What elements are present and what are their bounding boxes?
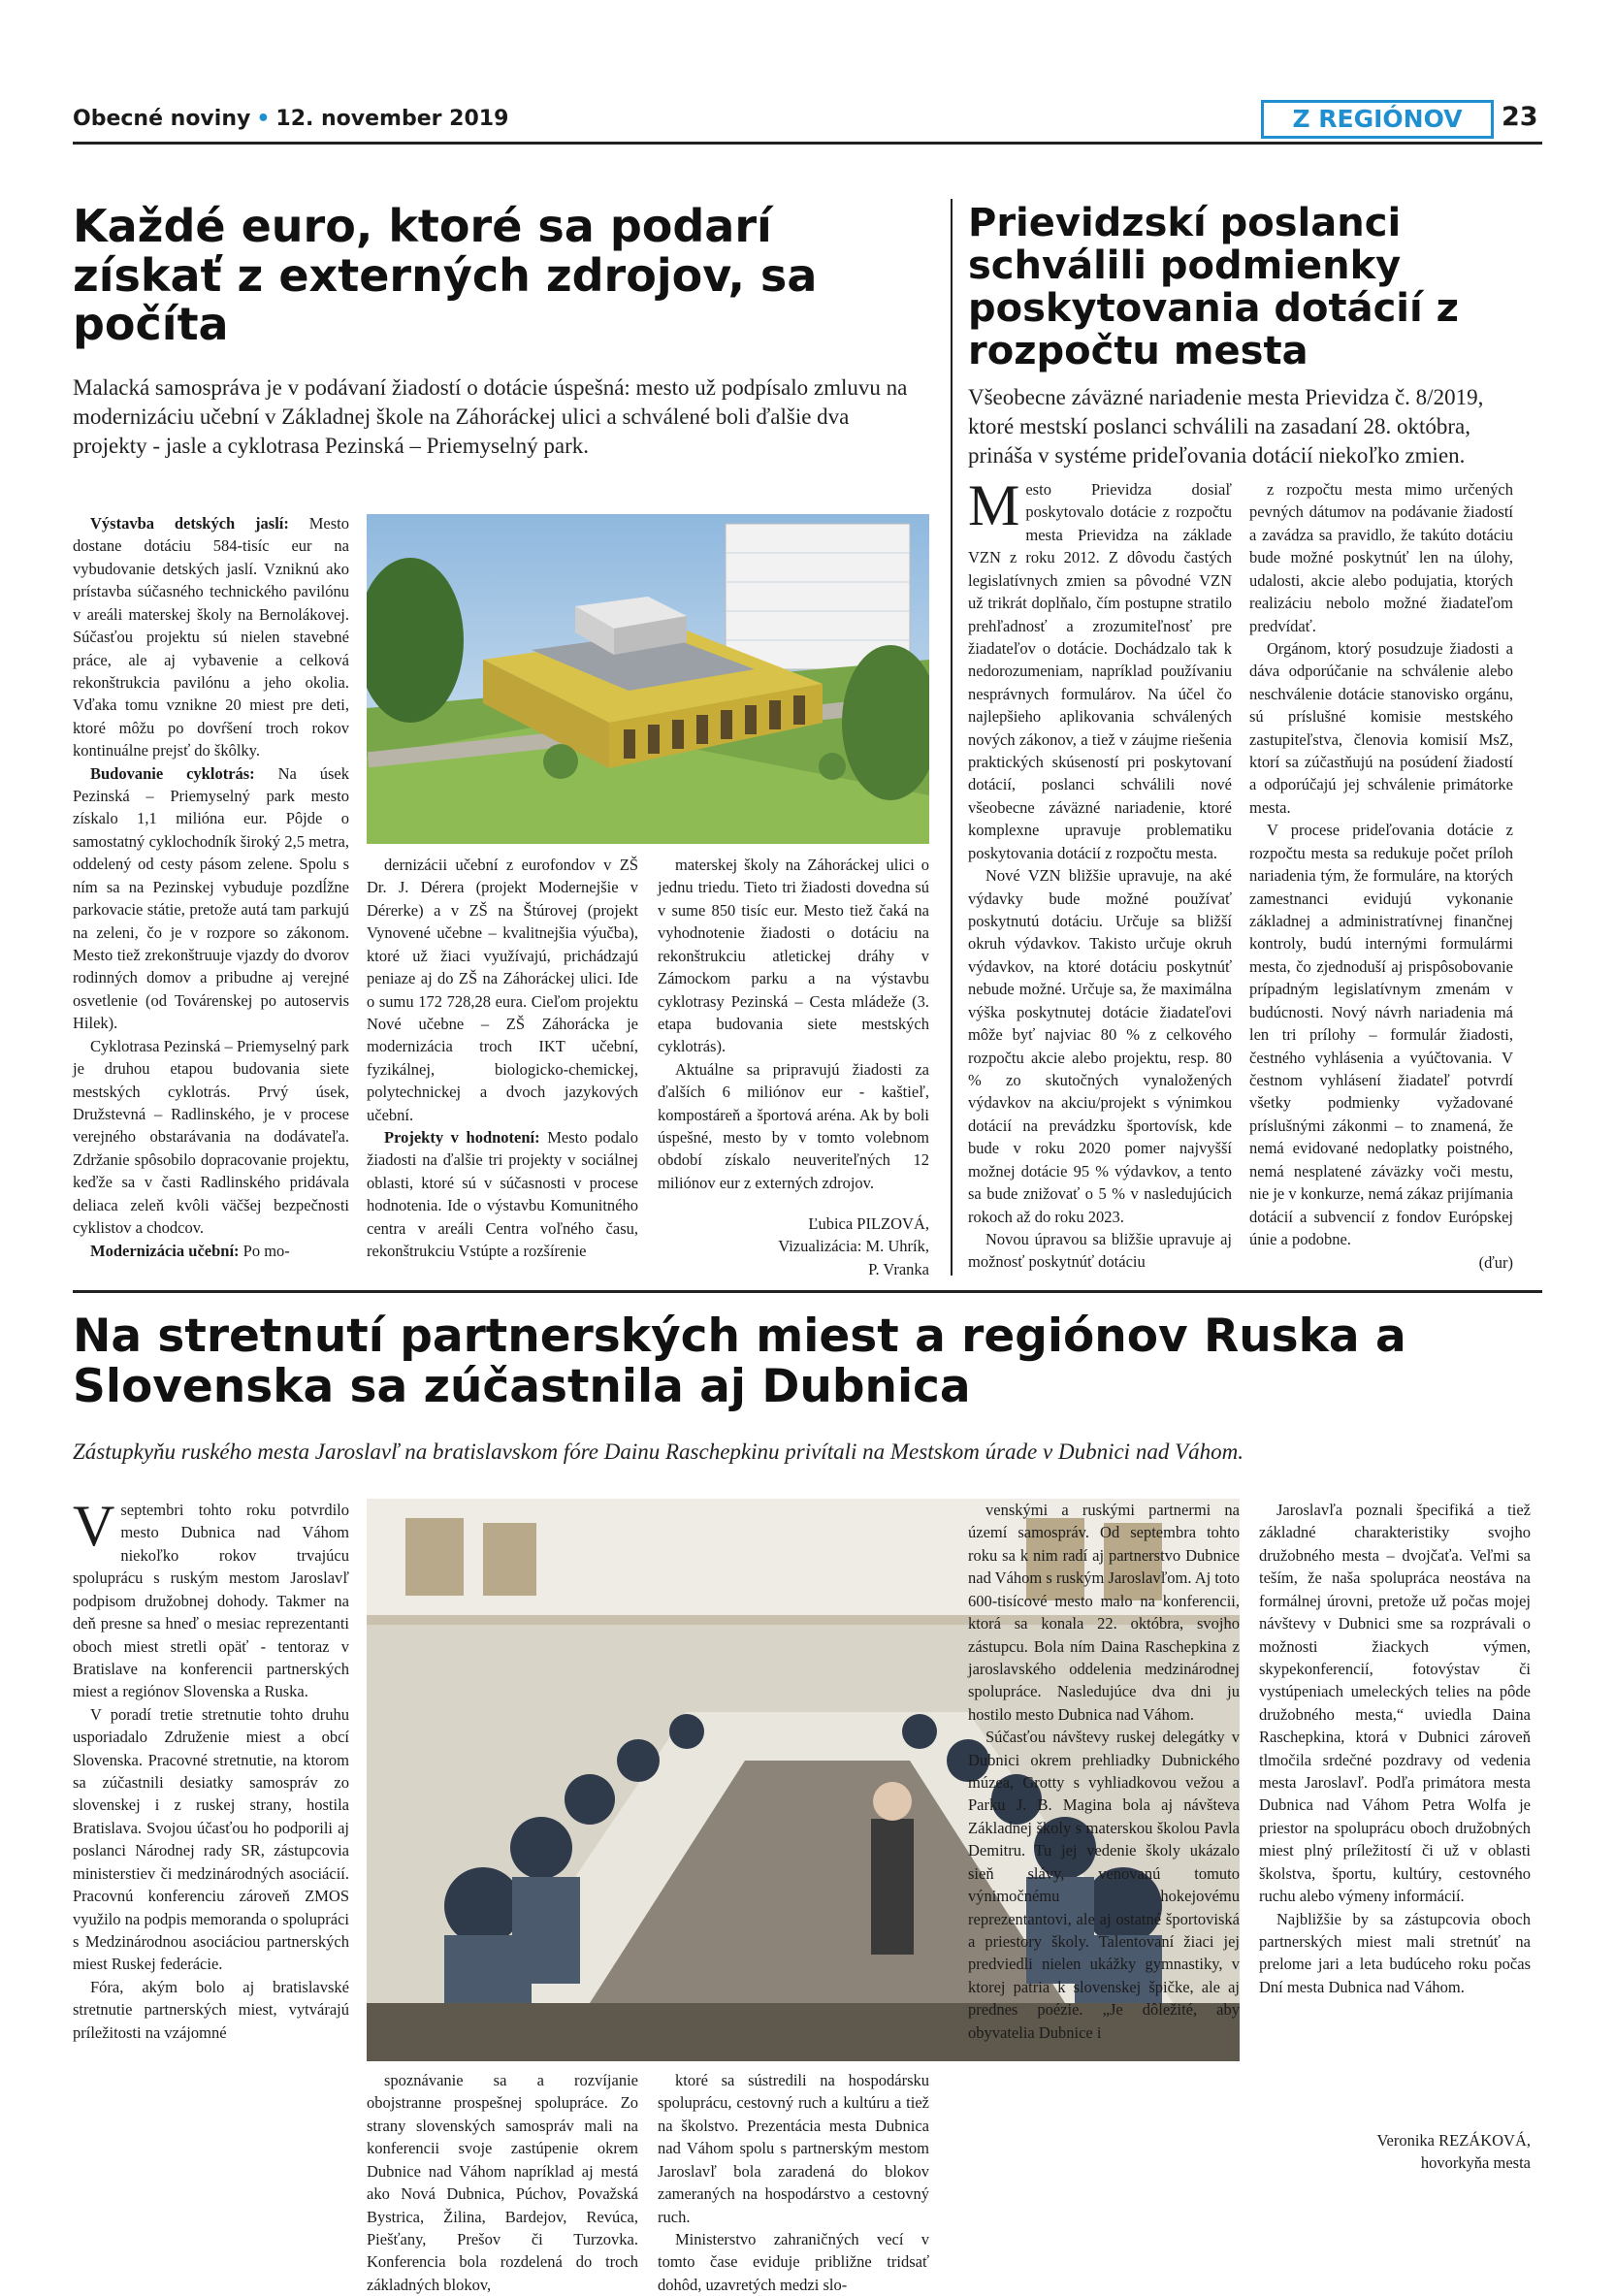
article3-title: Na stretnutí partnerských miest a regiónov Ruska a Slovenska sa zúčastnila aj Dubnica bbox=[73, 1310, 1406, 1413]
article2-signature bbox=[1249, 1251, 1513, 1274]
paragraph-text: Cyklotrasa Pezinská – Priemyselný park je druhou etapou budovania siete mestských cyklotrás. Prvý úsek, Družstevná – Radlinského, je v procese verejného obstarávania na dodávateľa. Zdržanie spôsobilo dopracovanie projektu, keďže sa v časti Radlinského pridávala deliaca zeleň kvôli väčšej bezpečnosti cyklistov a chodcov. bbox=[73, 1036, 349, 1238]
separator-dot: • bbox=[256, 107, 271, 131]
article2-lead: Všeobecne záväzné nariadenie mesta Prievidza č. 8/2019, ktoré mestskí poslanci schválili na zasadaní 28. októbra, prináša v systéme prideľovania dotácií niekoľko zmien. bbox=[968, 385, 1484, 468]
paragraph-text: Najbližšie by sa zástupcovia oboch partnerských miest mali stretnúť na prelome jari a leta budúceho roku počas Dní mesta Dubnica nad Váhom. bbox=[1259, 1909, 1531, 1996]
article1-signature-line-3: P. Vranka bbox=[868, 1259, 929, 1278]
run-in-heading: Projekty v hodnotení: bbox=[384, 1128, 540, 1148]
article1-column-1 bbox=[73, 512, 349, 1262]
paragraph-text: Jaroslavľa poznali špecifiká a tiež základné charakteristiky svojho družobného mesta – dvojčaťa. Veľmi sa teším, že naša spolupráca neostáva na formálnej úrovni, pretože už počas mojej návštevy v Dubnici sme sa rozprávali o možnosti žiackych výmen, skypekonferencií, fotovýstav či vystúpeniach umeleckých telies na pôde družobného mesta,“ uviedla Daina Raschepkina, ktorá v Dubnici zároveň tlmočila srdečné pozdravy od vedenia mesta Jaroslavľ. Podľa primátora mesta Dubnica nad Váhom Petra Wolfa je priestor na spoluprácu oboch družobných miest plný príležitostí či už v oblasti školstva, športu, kultúry, cestovného ruchu alebo výmeny informácií. bbox=[1259, 1501, 1531, 1906]
article3-signature-line-1: Veronika REZÁKOVÁ, bbox=[1376, 2131, 1531, 2150]
paragraph bbox=[658, 854, 929, 1058]
paragraph-text: esto Prievidza dosiaľ poskytovalo dotácie z rozpočtu mesta Prievidza na základe VZN z roku 2012. Z dôvodu častých legislatívnych zmien sa pôvodné VZN už trikrát doplňalo, čím postupne stratilo prehľadnosť a zrozumiteľnosť pre žiadateľov o dotácie. Dochádzalo tak k nedorozumeniam, napríklad používaniu nesprávnych formulárov. Na účel čo najlepšieho aplikovania schválených nových zákonov, a tiež v záujme riešenia praktických skúseností pri poskytovaní dotácií, poslanci schválili nové všeobecne záväzné nariadenie, ktoré komplexne upravuje problematiku poskytovania dotácií z rozpočtu mesta. bbox=[968, 480, 1232, 862]
drop-cap: V bbox=[73, 1494, 115, 1558]
paragraph bbox=[1249, 819, 1513, 1250]
article1-signature bbox=[658, 1213, 929, 1280]
article3-column-4 bbox=[968, 1499, 1240, 2044]
paragraph bbox=[73, 512, 349, 762]
article3-lead: Zástupkyňu ruského mesta Jaroslavľ na bratislavskom fóre Dainu Raschepkinu privítali na Mestskom úrade v Dubnici nad Váhom. bbox=[73, 1439, 1244, 1464]
page-number: 23 bbox=[1502, 102, 1538, 132]
paragraph-text: V procese prideľovania dotácie z rozpočtu mesta sa redukuje počet príloh nariadenia tým, že formuláre, na ktorých zamestnanci evidujú vykonanie základnej a administratívnej finančnej kontroly, budú internými formulármi mesta, čo zjednoduší aj prispôsobovanie prípadným legislatívnym zmenám v budúcnosti. Nový návrh nariadenia má len tri prílohy – formulár žiadosti, čestného vyhlásenia a vyúčtovania. V čestnom vyhlásení žiadateľ potvrdí všetky podmienky vyžadované príslušnými zákonmi – to znamená, že nemá evidované nedoplatky poistného, nemá nesplatené záväzky voči mestu, nie je v konkurze, nemá zákaz prijímania dotácií a subvencií z fondov Európskej únie a podobne. bbox=[1249, 821, 1513, 1248]
article1-column-2 bbox=[367, 854, 638, 1263]
paper-name: Obecné noviny bbox=[73, 107, 251, 131]
paragraph bbox=[73, 1494, 349, 1703]
article2-signature-text: (ďur) bbox=[1478, 1253, 1513, 1272]
paragraph-text: z rozpočtu mesta mimo určených pevných dátumov na podávanie žiadostí a zavádza sa pravidlo, že takúto dotáciu bude možné poskytnúť len na úlohy, udalosti, akcie alebo podujatia, ktorých realizáciu nebolo možné žiadateľom predvídať. bbox=[1249, 480, 1513, 635]
column-divider bbox=[951, 199, 953, 1276]
run-in-heading: Budovanie cyklotrás: bbox=[90, 763, 255, 783]
paragraph bbox=[968, 473, 1232, 864]
paragraph-text: ktoré sa sústredili na hospodársku spoluprácu, cestovný ruch a kultúru a tiež na školstvo. Prezentácia mesta Dubnica nad Váhom spolu s partnerským mestom Jaroslavľ bola zaradená do blokov zameraných na hospodárstvo a cestovný ruch. bbox=[658, 2071, 929, 2226]
paragraph-text: Novou úpravou sa bližšie upravuje aj možnosť poskytnúť dotáciu bbox=[968, 1229, 1232, 1272]
article3-column-2 bbox=[367, 2069, 638, 2296]
paragraph-text: Na úsek Pezinská – Priemyselný park mesto získalo 1,1 milióna eur. Pôjde o samostatný cyklochodník široký 2,5 metra, oddelený od cesty pásom zelene. Spolu s ním sa na Pezinskej vybuduje pozdĺžne parkovacie státie, pretože autá tam parkujú na zeleni, čo je v rozpore so zákonom. Mesto tiež zrekonštruuje vjazdy do dvorov rodinných domov a pribudne aj verejné osvetlenie (od Továrenskej po autoservis Hilek). bbox=[73, 763, 350, 1033]
paragraph-text: V poradí tretie stretnutie tohto druhu usporiadalo Združenie miest a obcí Slovenska. Pracovné stretnutie, na ktorom sa zúčastnili desiatky samospráv zo slovenskej i z ruskej strany, hostila Bratislava. Svojou účasťou ho podporili aj poslanci Národnej rady SR, zástupcovia ministerstiev či medzinárodných asociácií. Pracovnú konferenciu zároveň ZMOS využilo na podpis memoranda o spolupráci s Medzinárodnou asociáciou partnerských miest Ruskej federácie. bbox=[73, 1704, 349, 1974]
issue-date: 12. november 2019 bbox=[275, 107, 509, 131]
article3-signature-line-2: hovorkyňa mesta bbox=[1420, 2153, 1531, 2173]
drop-cap: M bbox=[968, 473, 1020, 537]
article1-title: Každé euro, ktoré sa podarí získať z externých zdrojov, sa počíta bbox=[73, 200, 818, 351]
section-label: Z REGIÓNOV bbox=[1261, 100, 1494, 139]
article1-lead: Malacká samospráva je v podávaní žiadostí o dotácie úspešná: mesto už podpísalo zmluvu na modernizáciu učební v Základnej škole na Záhoráckej ulici a schválené boli ďalšie dva projekty - jasle a cyklotrasa Pezinská – Priemyselný park. bbox=[73, 375, 908, 458]
paragraph-text: materskej školy na Záhoráckej ulici o jednu triedu. Tieto tri žiadosti dovedna sú v sume 850 tisíc eur. Mesto tiež čaká na vyhodnotenie žiadosti o dotáciu na rekonštrukciu atletickej dráhy v Zámockom parku a na výstavbu cyklotrasy Pezinská – Cesta mládeže (3. etapa budovania siete mestských cyklotrás). bbox=[658, 856, 929, 1056]
paragraph-text: Mesto dostane dotáciu 584-tisíc eur na vybudovanie detských jaslí. Vzniknú ako prístavba súčasného technického pavilónu v areáli materskej školy na Bernolákovej. Súčasťou projektu sú nielen stavebné práce, ale aj vybavenie a celková rekonštrukcia pavilónu a jeho okolia. Vďaka tomu vznikne 20 miest pre deti, ktoré môžu po dovŕšení troch rokov kontinuálne prejsť do škôlky. bbox=[73, 514, 349, 760]
paragraph-text: Fóra, akým bolo aj bratislavské stretnutie partnerských miest, vytvárajú príležitosti na vzájomné bbox=[73, 1977, 349, 2042]
paragraph-text: Orgánom, ktorý posudzuje žiadosti a dáva odporúčanie na schválenie alebo neschválenie dotácie stanovisko orgánu, sú príslušné komisie mestského zastupiteľstva, členovia komisií MsZ, ktorí sa zúčastňujú na posúdení žiadostí a odporúčajú jej schválenie primátorke mesta. bbox=[1249, 638, 1513, 817]
section-divider bbox=[73, 1290, 1542, 1293]
paragraph bbox=[73, 762, 349, 1035]
article2-column-2 bbox=[1249, 478, 1513, 1250]
paragraph bbox=[658, 1058, 929, 1195]
article3-column-3 bbox=[658, 2069, 929, 2296]
paragraph-text: venskými a ruskými partnermi na území samospráv. Od septembra tohto roku sa k nim radí aj partnerstvo Dubnice nad Váhom s ruským Jaroslavľom. Aj toto 600-tisícové mesto malo na konferencii, ktorá sa konala 22. októbra, svojho zástupcu. Bola ním Daina Raschepkina z jaroslavského oddelenia medzinárodnej spolupráce. Nasledujúce dva dni ju hostilo mesto Dubnica nad Váhom. bbox=[968, 1501, 1241, 1724]
paragraph-text: spoznávanie sa a rozvíjanie obojstranne prospešnej spolupráce. Zo strany slovenských samospráv mali na konferencii svoje zastúpenie okrem Dubnice nad Váhom napríklad aj mestá ako Nová Dubnica, Púchov, Považská Bystrica, Žilina, Bardejov, Revúca, Piešťany, Prešov či Turzovka. Konferencia bola rozdelená do troch základných blokov, bbox=[367, 2071, 638, 2294]
article1-signature-line-1: Ľubica PILZOVÁ, bbox=[808, 1214, 929, 1233]
article3-signature bbox=[1259, 2129, 1531, 2175]
paragraph bbox=[968, 1228, 1232, 1274]
masthead bbox=[73, 107, 508, 131]
paragraph-text: Aktuálne sa pripravujú žiadosti za ďalších 6 miliónov eur - kaštieľ, kompostáreň a športová aréna. Ak by boli úspešné, mesto by v tomto volebnom období získalo neuveriteľných 12 miliónov eur z externých zdrojov. bbox=[658, 1059, 929, 1192]
article2-title: Prievidzskí poslanci schválili podmienky poskytovania dotácií z rozpočtu mesta bbox=[968, 201, 1459, 373]
paragraph bbox=[1259, 1908, 1531, 1999]
paragraph-text: septembri tohto roku potvrdilo mesto Dubnica nad Váhom niekoľko rokov trvajúcu spoluprácu s ruským mestom Jaroslavľ podpisom družobnej dohody. Takmer na deň presne sa hneď o mesiac reprezentanti oboch miest stretli opäť - tentoraz v Bratislave na konferencii partnerských miest a regiónov Slovenska a Ruska. bbox=[73, 1501, 349, 1701]
paragraph-text: Po mo- bbox=[239, 1241, 290, 1260]
paragraph bbox=[1259, 1499, 1531, 1908]
paragraph-text: Nové VZN bližšie upravuje, na aké výdavky bude možné používať poskytnutú dotáciu. Určuje sa bližší okruh výdavkov. Takisto určuje okruh výdavkov, na ktoré dotáciu poskytnúť nebude možné. Určuje sa, že maximálna výška poskytnutej dotácie žiadateľovi môže byť najviac 80 % z celkového rozpočtu akcie alebo projektu, resp. 80 % zo skutočných vynaložených výdavkov na akciu/projekt s výnimkou dotácií na prevádzku športovísk, kde bude v roku 2020 pomer najvyšší možnej dotácie 95 % výdavkov, a tento sa bude znižovať o 5 % v nasledujúcich rokoch až do roku 2023. bbox=[968, 866, 1232, 1226]
paragraph bbox=[73, 1703, 349, 1976]
paragraph bbox=[73, 1976, 349, 2044]
paragraph bbox=[73, 1240, 349, 1262]
paragraph bbox=[968, 1499, 1240, 1726]
article3-column-5 bbox=[1259, 1499, 1531, 1998]
paragraph bbox=[1249, 478, 1513, 637]
kindergarten-visualization-image bbox=[367, 514, 929, 844]
article2-column-1 bbox=[968, 473, 1232, 1274]
paragraph-text: Mesto podalo žiadosti na ďalšie tri projekty v sociálnej oblasti, ktoré sú v súčasnosti v procese hodnotenia. Ide o výstavbu Komunitného centra v areáli Centra voľného času, rekonštrukciu Vstúpte a rozšírenie bbox=[367, 1128, 638, 1261]
header-rule bbox=[73, 142, 1542, 145]
paragraph bbox=[367, 1126, 638, 1263]
paragraph-text: Ministerstvo zahraničných vecí v tomto čase eviduje približne tridsať dohôd, uzavretých medzi slo- bbox=[658, 2229, 929, 2294]
paragraph-text: Súčasťou návštevy ruskej delegátky v Dubnici okrem prehliadky Dubnického múzea, Grotty s vyhliadkovou vežou a Parku J. B. Magina bola aj návšteva Základnej školy s materskou školou Pavla Demitru. Tu jej vedenie školy ukázalo sieň slávy, venovanú tomuto výnimočnému hokejovému reprezentantovi, ale aj ostatné športoviská a priestory školy. Talentovaní žiaci jej predviedli nielen ukážky gymnastiky, v ktorej patria k slovenskej špičke, ale aj prednes poézie. „Je dôležité, aby obyvatelia Dubnice i bbox=[968, 1728, 1240, 2042]
paragraph bbox=[73, 1035, 349, 1240]
paragraph bbox=[658, 2069, 929, 2228]
paragraph bbox=[968, 864, 1232, 1228]
paragraph bbox=[968, 1726, 1240, 2044]
paragraph bbox=[367, 854, 638, 1126]
run-in-heading: Modernizácia učební: bbox=[90, 1241, 240, 1260]
article1-column-3 bbox=[658, 854, 929, 1194]
paragraph bbox=[1249, 637, 1513, 819]
paragraph bbox=[658, 2228, 929, 2296]
paragraph-text: dernizácii učební z eurofondov v ZŠ Dr. J. Dérera (projekt Modernejšie v Dérerke) a v ZŠ na Štúrovej (projekt Vynovené učebne – kvalitnejšia výučba), ktoré už žiaci využívajú, prichádzajú peniaze aj do ZŠ na Záhoráckej ulici. Ide o sumu 172 728,28 eura. Cieľom projektu Nové učebne – ZŠ Záhorácka je modernizácia troch IKT učební, fyzikálnej, biologicko-chemickej, polytechnickej a dvoch jazykových učební. bbox=[367, 856, 638, 1124]
paragraph bbox=[367, 2069, 638, 2296]
article3-column-1 bbox=[73, 1494, 349, 2044]
article1-signature-line-2: Vizualizácia: M. Uhrík, bbox=[778, 1237, 929, 1256]
run-in-heading: Výstavba detských jaslí: bbox=[90, 514, 289, 533]
